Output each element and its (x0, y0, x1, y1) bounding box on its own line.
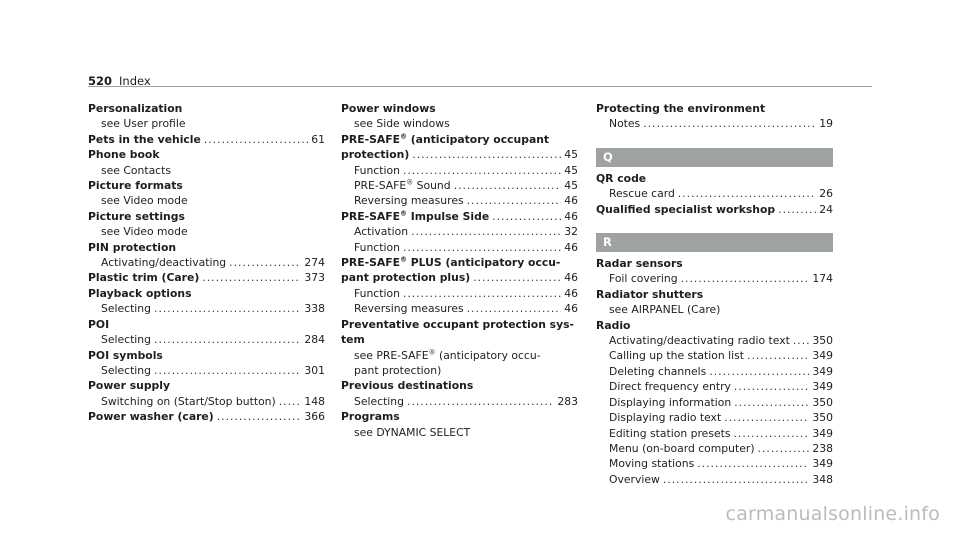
leader-dots (229, 255, 301, 270)
subentry[interactable] (88, 394, 325, 409)
index-entry[interactable] (88, 409, 325, 424)
page-ref: 61 (311, 132, 325, 146)
subentry-label: Menu (on-board computer) (609, 441, 755, 455)
subentry[interactable] (341, 240, 578, 255)
entry-term: Power washer (care) (88, 410, 214, 424)
subentry[interactable] (341, 193, 578, 208)
leader-dots (279, 394, 302, 409)
leader-dots (734, 395, 809, 410)
entry-term: Radiator shutters (596, 287, 704, 301)
subentry[interactable] (596, 116, 833, 131)
entry-term (341, 209, 489, 224)
page-ref: 46 (564, 194, 578, 208)
leader-dots (643, 116, 816, 131)
index-column-2 (341, 101, 578, 440)
subentry-label: Displaying information (609, 395, 732, 409)
leader-dots (709, 364, 809, 379)
leader-dots (758, 441, 810, 456)
subentry-label: Reversing measures (354, 302, 464, 316)
leader-dots (733, 426, 809, 441)
see-reference[interactable]: see User profile (101, 117, 186, 131)
section-header-r: R (596, 233, 833, 252)
page-ref: 238 (812, 441, 833, 455)
entry-term-line[interactable] (341, 209, 578, 224)
page-ref: 350 (812, 334, 833, 348)
page-ref: 366 (304, 410, 325, 424)
subentry-label: Activating/deactivating (101, 256, 227, 270)
index-column-1 (88, 101, 325, 425)
term-text: pant protection plus) (341, 271, 471, 285)
subentry[interactable] (596, 333, 833, 348)
subentry-label: Reversing measures (354, 194, 464, 208)
page-ref: 284 (304, 333, 325, 347)
page-ref: 45 (564, 163, 578, 177)
subentry-label: Activation (354, 225, 409, 239)
index-entry (596, 101, 833, 132)
entry-term: Picture formats (88, 179, 183, 193)
index-entry (88, 147, 325, 178)
page-ref: 349 (812, 380, 833, 394)
entry-term: Radar sensors (596, 257, 683, 271)
subentry-label: Rescue card (609, 187, 675, 201)
registered-mark: ® (406, 178, 414, 187)
page-ref: 19 (819, 117, 833, 131)
index-entry (88, 378, 325, 409)
page-ref: 349 (812, 426, 833, 440)
see-reference[interactable]: see Video mode (101, 194, 188, 208)
leader-dots (217, 409, 302, 424)
subentry[interactable] (596, 348, 833, 363)
see-text: see PRE-SAFE (354, 348, 429, 362)
entry-term-line[interactable] (341, 270, 578, 285)
index-entry[interactable] (596, 202, 833, 217)
subentry[interactable] (596, 456, 833, 471)
leader-dots (407, 394, 554, 409)
subentry-label: Selecting (101, 333, 152, 347)
entry-term: Protecting the environment (596, 102, 766, 115)
entry-term: Power supply (88, 379, 171, 393)
page-ref: 46 (564, 286, 578, 300)
leader-dots (724, 410, 809, 425)
subentry[interactable] (596, 364, 833, 379)
subentry-label: Switching on (Start/Stop button) (101, 394, 276, 408)
index-entry (341, 378, 578, 409)
page-header (88, 70, 151, 86)
registered-mark: ® (428, 347, 436, 356)
label-text: PRE-SAFE (354, 179, 407, 193)
subentry[interactable] (88, 363, 325, 378)
see-reference[interactable] (341, 348, 578, 363)
subentry[interactable] (341, 163, 578, 178)
spacer (596, 132, 833, 148)
see-reference[interactable]: see Side windows (354, 117, 450, 131)
registered-mark: ® (399, 132, 407, 141)
page-ref: 26 (819, 187, 833, 201)
spacer (596, 217, 833, 233)
subentry[interactable] (596, 472, 833, 487)
subentry-label: Function (354, 240, 400, 254)
subentry-label: Function (354, 163, 400, 177)
index-entry[interactable] (88, 132, 325, 147)
leader-dots (663, 472, 810, 487)
leader-dots (473, 270, 561, 285)
subentry[interactable] (88, 332, 325, 347)
leader-dots (467, 301, 562, 316)
entry-term: Picture settings (88, 209, 185, 223)
page-ref: 350 (812, 411, 833, 425)
index-entry (88, 286, 325, 317)
subentry-label: Notes (609, 117, 641, 131)
subentry-label: Foil covering (609, 272, 678, 286)
entry-term: Phone book (88, 148, 160, 162)
index-entry (341, 409, 578, 440)
watermark: carmanualsonline.info (725, 503, 940, 525)
entry-term: Radio (596, 318, 631, 332)
subentry[interactable] (596, 271, 833, 286)
subentry-label: Overview (609, 472, 660, 486)
subentry-label: Selecting (354, 394, 405, 408)
page-ref: 46 (564, 271, 578, 285)
leader-dots (793, 333, 810, 348)
subentry-label: Editing station presets (609, 426, 731, 440)
page-ref: 348 (812, 472, 833, 486)
page-ref: 46 (564, 240, 578, 254)
see-reference[interactable]: see DYNAMIC SELECT (354, 425, 471, 439)
subentry[interactable] (596, 410, 833, 425)
section-header-q: Q (596, 148, 833, 167)
leader-dots (678, 186, 816, 201)
index-entry (596, 318, 833, 487)
leader-dots (403, 240, 561, 255)
leader-dots (403, 286, 561, 301)
leader-dots (154, 301, 301, 316)
label-text: Sound (413, 179, 451, 193)
page-ref: 283 (557, 394, 578, 408)
registered-mark: ® (399, 209, 407, 218)
leader-dots (734, 379, 809, 394)
page-ref: 46 (564, 209, 578, 223)
page-ref: 24 (819, 202, 833, 216)
page-ref: 148 (304, 394, 325, 408)
subentry-label: Deleting channels (609, 364, 707, 378)
see-reference[interactable]: see Video mode (101, 225, 188, 239)
subentry[interactable] (341, 301, 578, 316)
leader-dots (681, 271, 810, 286)
header-rule (88, 86, 872, 87)
subentry[interactable] (88, 255, 325, 270)
leader-dots (411, 224, 561, 239)
subentry[interactable] (341, 224, 578, 239)
see-text: (anticipatory occu- (435, 348, 541, 362)
entry-term: Programs (341, 410, 400, 424)
subentry-label: Activating/deactivating radio text (609, 334, 790, 348)
index-entry (88, 240, 325, 271)
page-ref: 45 (564, 148, 578, 162)
index-entry[interactable] (88, 270, 325, 285)
see-reference[interactable]: see Contacts (101, 163, 171, 177)
entry-term (341, 132, 578, 147)
page-ref: 338 (304, 302, 325, 316)
term-text: PRE-SAFE (341, 132, 400, 146)
subentry[interactable] (596, 395, 833, 410)
entry-term: QR code (596, 171, 647, 185)
page-ref: 373 (304, 271, 325, 285)
entry-term: tem (341, 333, 365, 347)
leader-dots (202, 270, 301, 285)
entry-term-line[interactable] (341, 147, 578, 162)
page-ref: 32 (564, 225, 578, 239)
entry-term: Previous destinations (341, 379, 474, 393)
index-entry (341, 209, 578, 255)
leader-dots (492, 209, 561, 224)
see-reference[interactable]: pant protection) (354, 363, 442, 377)
leader-dots (154, 332, 301, 347)
page-ref: 349 (812, 364, 833, 378)
subentry[interactable] (596, 186, 833, 201)
leader-dots (747, 348, 809, 363)
term-text: PLUS (anticipatory occu- (406, 256, 561, 270)
leader-dots (454, 178, 562, 193)
registered-mark: ® (399, 255, 407, 264)
index-entry (88, 101, 325, 132)
index-entry (341, 101, 578, 132)
entry-term: PIN protection (88, 240, 177, 254)
index-entry (88, 209, 325, 240)
term-text: PRE-SAFE (341, 209, 400, 223)
subentry-label: Selecting (101, 363, 152, 377)
index-entry (88, 348, 325, 379)
leader-dots (154, 363, 301, 378)
subentry[interactable] (88, 301, 325, 316)
subentry[interactable] (596, 426, 833, 441)
page-ref: 46 (564, 302, 578, 316)
page-ref: 349 (812, 457, 833, 471)
term-text: Impulse Side (406, 209, 490, 223)
entry-term: POI symbols (88, 348, 163, 362)
entry-term: Personalization (88, 102, 183, 115)
subentry-label (354, 178, 451, 193)
entry-term: Qualified specialist workshop (596, 202, 776, 216)
subentry-label: Moving stations (609, 457, 695, 471)
page-ref: 174 (812, 272, 833, 286)
entry-term: Pets in the vehicle (88, 132, 201, 146)
index-entry (596, 171, 833, 202)
subentry-label: Calling up the station list (609, 349, 745, 363)
see-reference[interactable]: see AIRPANEL (Care) (609, 303, 721, 317)
entry-term: POI (88, 317, 110, 331)
leader-dots (697, 456, 809, 471)
term-text: (anticipatory occupant (406, 132, 550, 146)
subentry[interactable] (341, 394, 578, 409)
page-ref: 45 (564, 179, 578, 193)
leader-dots (778, 202, 816, 217)
index-entry (341, 132, 578, 209)
index-entry (341, 255, 578, 317)
term-text: PRE-SAFE (341, 256, 400, 270)
entry-term: Power windows (341, 102, 436, 115)
subentry-label: Direct frequency entry (609, 380, 731, 394)
entry-term: Plastic trim (Care) (88, 271, 200, 285)
term-text: protection) (341, 148, 410, 162)
page-ref: 301 (304, 363, 325, 377)
entry-term: Playback options (88, 286, 192, 300)
entry-term (341, 255, 578, 270)
leader-dots (403, 163, 561, 178)
page-title: Index (119, 74, 151, 88)
index-entry (596, 256, 833, 287)
subentry[interactable] (596, 379, 833, 394)
subentry-label: Selecting (101, 302, 152, 316)
leader-dots (467, 193, 562, 208)
index-entry (88, 317, 325, 348)
leader-dots (412, 147, 561, 162)
entry-term: Preventative occupant protection sys- (341, 317, 575, 331)
page-ref: 274 (304, 256, 325, 270)
page-number: 520 (88, 74, 113, 88)
index-entry (341, 317, 578, 379)
subentry[interactable] (341, 286, 578, 301)
page-ref: 349 (812, 349, 833, 363)
subentry-label: Displaying radio text (609, 411, 722, 425)
subentry[interactable] (341, 178, 578, 193)
subentry[interactable] (596, 441, 833, 456)
index-column-3 (596, 101, 833, 487)
leader-dots (204, 132, 308, 147)
subentry-label: Function (354, 286, 400, 300)
index-entry (596, 287, 833, 318)
page-ref: 350 (812, 395, 833, 409)
index-entry (88, 178, 325, 209)
